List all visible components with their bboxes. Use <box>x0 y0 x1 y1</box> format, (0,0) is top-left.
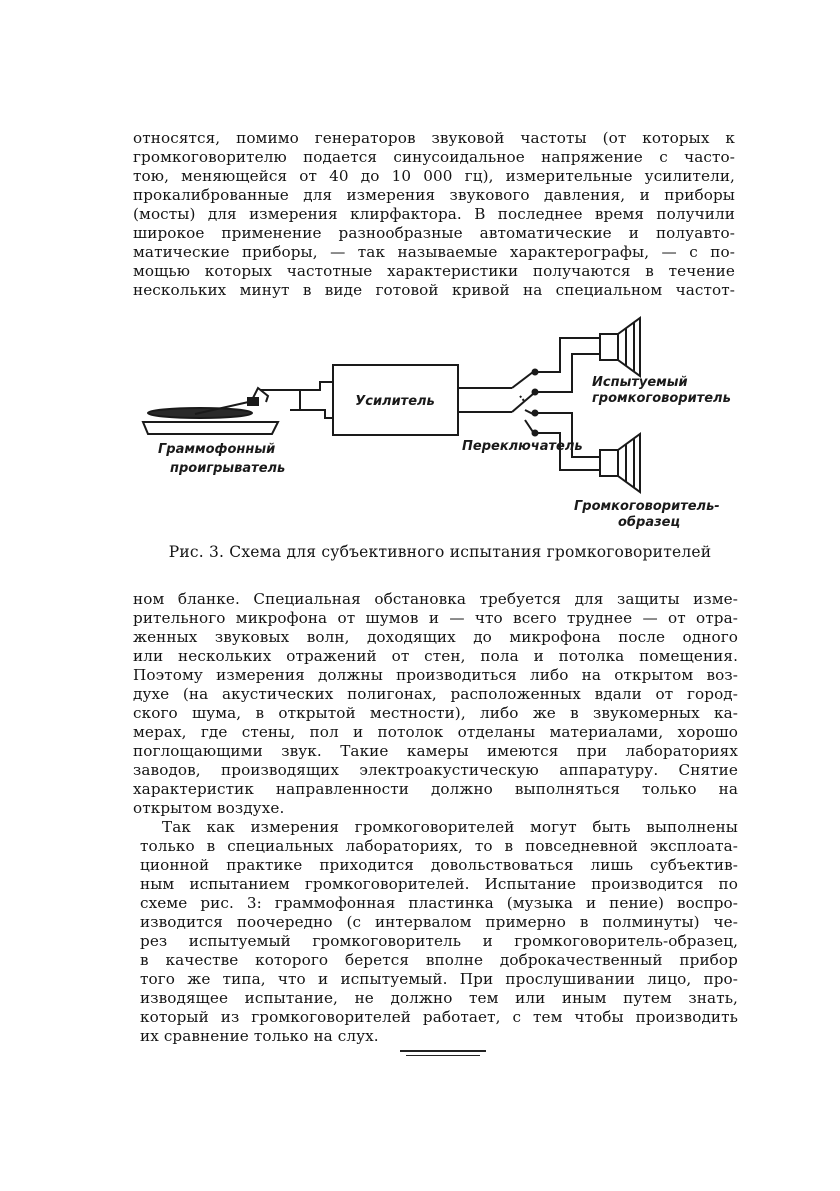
tested-speaker-label-line1: Испытуемый <box>592 375 688 390</box>
text-line: широкое применение разнообразные автоматические и полуавто- <box>133 224 735 242</box>
text-line: (мосты) для измерения клирфактора. В последнее время получили <box>133 205 735 223</box>
text-line: того же типа, что и испытуемый. При прослушивании лицо, про- <box>140 970 738 988</box>
figure-caption: Рис. 3. Схема для субъективного испытания громкоговорителей <box>168 543 712 561</box>
text-line: громкоговорителю подается синусоидальное напряжение с часто- <box>133 148 735 166</box>
player-label-line1: Граммофонный <box>158 442 276 457</box>
text-line: ционной практике приходится довольствоваться лишь субъектив- <box>140 856 738 874</box>
reference-speaker-label-line2: образец <box>618 515 681 530</box>
text-line: матические приборы, — так называемые характерографы, — с по- <box>133 243 735 261</box>
text-line: духе (на акустических полигонах, расположенных вдали от город- <box>133 685 738 703</box>
text-line: заводов, производящих электроакустическую аппаратуру. Снятие <box>133 761 738 779</box>
text-line: в качестве которого берется вполне доброкачественный прибор <box>140 951 738 969</box>
text-line: характеристик направленности должно выполняться только на <box>133 780 738 798</box>
text-line: их сравнение только на слух. <box>140 1027 379 1045</box>
tested-speaker-label-line2: громкоговоритель <box>592 391 731 406</box>
text-line: нескольких минут в виде готовой кривой на специальном частот- <box>133 281 735 299</box>
text-line: тою, меняющейся от 40 до 10 000 гц), измерительные усилители, <box>133 167 735 185</box>
text-line: или нескольких отражений от стен, пола и потолка помещения. <box>133 647 738 665</box>
amplifier-label: Усилитель <box>355 394 435 409</box>
tested-loudspeaker-icon <box>600 318 640 376</box>
text-line: открытом воздухе. <box>133 799 285 817</box>
text-line: схеме рис. 3: граммофонная пластинка (музыка и пение) воспро- <box>140 894 738 912</box>
text-line: ном бланке. Специальная обстановка требуется для защиты изме- <box>133 590 738 608</box>
text-line: мощью которых частотные характеристики получаются в течение <box>133 262 735 280</box>
text-line: только в специальных лабораториях, то в повседневной эксплоата- <box>140 837 738 855</box>
text-line: мерах, где стены, пол и потолок отделаны материалами, хорошо <box>133 723 738 741</box>
text-line: рез испытуемый громкоговоритель и громкоговоритель-образец, <box>140 932 738 950</box>
switch-icon <box>512 370 538 436</box>
switch-label: Переключатель <box>462 439 583 454</box>
text-line: ным испытанием громкоговорителей. Испытание производится по <box>140 875 738 893</box>
text-line: который из громкоговорителей работает, с тем чтобы производить <box>140 1008 738 1026</box>
text-line: изводится поочередно (с интервалом примерно в полминуты) че- <box>140 913 738 931</box>
text-line: прокалиброванные для измерения звукового давления, и приборы <box>133 186 735 204</box>
reference-speaker-label-line1: Громкоговоритель- <box>574 499 720 514</box>
text-line: Поэтому измерения должны производиться либо на открытом воз- <box>133 666 738 684</box>
text-line: относятся, помимо генераторов звуковой частоты (от которых к <box>133 129 735 147</box>
text-line: изводящее испытание, не должно тем или иным путем знать, <box>140 989 738 1007</box>
text-line: поглощающими звук. Такие камеры имеются при лабораториях <box>133 742 738 760</box>
text-line: женных звуковых волн, доходящих до микрофона после одного <box>133 628 738 646</box>
text-line: рительного микрофона от шумов и — что всего труднее — от отра- <box>133 609 738 627</box>
section-end-rule <box>406 1055 480 1056</box>
section-end-rule <box>400 1050 486 1052</box>
text-line: Так как измерения громкоговорителей могут быть выполнены <box>162 818 738 836</box>
gramophone-player-icon <box>143 388 290 434</box>
text-line: ского шума, в открытой местности), либо же в звукомерных ка- <box>133 704 738 722</box>
player-label-line2: проигрыватель <box>170 461 286 476</box>
reference-loudspeaker-icon <box>600 434 640 492</box>
speaker-test-diagram <box>140 310 740 540</box>
